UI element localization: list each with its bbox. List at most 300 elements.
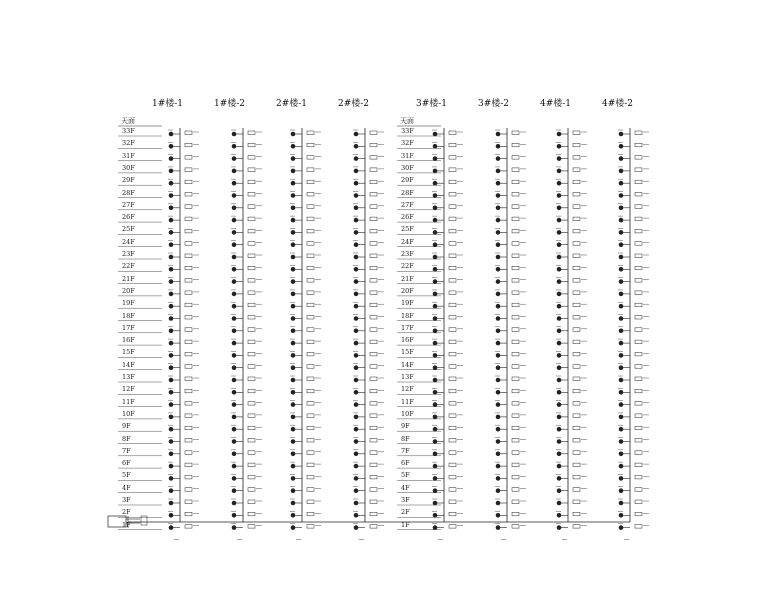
meter-symbol-icon [370,512,377,516]
meter-symbol-icon [185,340,192,344]
floor-label: 20F [401,286,414,295]
meter-symbol-icon [248,193,255,197]
meter-symbol-icon [573,303,580,307]
meter-symbol-icon [307,242,314,246]
meter-symbol-icon [512,475,519,479]
meter-symbol-icon [307,180,314,184]
meter-symbol-icon [185,279,192,283]
floor-label: 14F [122,360,135,369]
meter-symbol-icon [635,254,642,258]
floor-label: 31F [401,151,414,160]
meter-symbol-icon [370,377,377,381]
meter-symbol-icon [449,389,456,393]
meter-symbol-icon [512,143,519,147]
meter-symbol-icon [185,475,192,479]
floor-label: 4F [401,483,410,492]
floor-label: 17F [122,323,135,332]
meter-symbol-icon [370,303,377,307]
meter-symbol-icon [449,291,456,295]
meter-symbol-icon [370,205,377,209]
meter-symbol-icon [449,414,456,418]
meter-symbol-icon [370,291,377,295]
meter-symbol-icon [573,266,580,270]
meter-symbol-icon [248,316,255,320]
meter-symbol-icon [512,352,519,356]
meter-symbol-icon [370,316,377,320]
meter-symbol-icon [248,242,255,246]
meter-symbol-icon [512,168,519,172]
floor-label: 10F [401,409,414,418]
floor-label: 8F [122,434,131,443]
floor-label: 23F [401,250,414,258]
meter-symbol-icon [449,303,456,307]
meter-symbol-icon [449,525,456,529]
meter-symbol-icon [512,254,519,258]
floor-label: 5F [401,471,410,480]
meter-symbol-icon [449,266,456,270]
meter-symbol-icon [370,193,377,197]
meter-symbol-icon [370,266,377,270]
meter-symbol-icon [573,488,580,492]
meter-symbol-icon [635,156,642,160]
meter-symbol-icon [307,365,314,369]
meter-symbol-icon [248,352,255,356]
meter-symbol-icon [370,180,377,184]
floor-label: 8F [401,434,410,443]
meter-symbol-icon [512,131,519,135]
floor-label: 19F [122,299,135,308]
meter-symbol-icon [512,328,519,332]
meter-symbol-icon [248,377,255,381]
meter-symbol-icon [449,156,456,160]
meter-symbol-icon [307,402,314,406]
meter-symbol-icon [370,143,377,147]
meter-symbol-icon [573,291,580,295]
meter-symbol-icon [573,389,580,393]
meter-symbol-icon [370,451,377,455]
meter-symbol-icon [185,426,192,430]
floor-label: 29F [401,176,414,185]
meter-symbol-icon [307,352,314,356]
floor-label: 16F [122,336,135,345]
meter-symbol-icon [635,488,642,492]
meter-symbol-icon [573,143,580,147]
meter-symbol-icon [573,193,580,197]
meter-symbol-icon [370,352,377,356]
meter-symbol-icon [307,291,314,295]
meter-symbol-icon [248,217,255,221]
building-header: 1#楼-1 [152,99,184,109]
meter-symbol-icon [185,512,192,516]
meter-symbol-icon [635,328,642,332]
meter-symbol-icon [449,279,456,283]
meter-symbol-icon [185,131,192,135]
meter-symbol-icon [248,512,255,516]
meter-symbol-icon [307,131,314,135]
meter-symbol-icon [307,488,314,492]
meter-symbol-icon [370,131,377,135]
meter-symbol-icon [185,439,192,443]
meter-symbol-icon [185,242,192,246]
meter-symbol-icon [307,475,314,479]
meter-symbol-icon [635,414,642,418]
building-header: 2#楼-2 [338,99,370,109]
meter-symbol-icon [185,168,192,172]
meter-symbol-icon [185,414,192,418]
meter-symbol-icon [512,217,519,221]
meter-symbol-icon [573,500,580,504]
meter-symbol-icon [185,402,192,406]
source-box-icon [108,516,126,527]
meter-symbol-icon [573,451,580,455]
meter-symbol-icon [248,291,255,295]
meter-symbol-icon [307,168,314,172]
floor-label: 32F [401,139,414,148]
floor-label: 10F [122,409,135,418]
floor-label: 11F [122,397,135,406]
meter-symbol-icon [185,180,192,184]
meter-symbol-icon [449,500,456,504]
meter-symbol-icon [370,229,377,233]
meter-symbol-icon [248,340,255,344]
meter-symbol-icon [370,525,377,529]
meter-symbol-icon [248,414,255,418]
meter-symbol-icon [449,463,456,467]
meter-symbol-icon [185,316,192,320]
floor-label: 32F [122,139,135,148]
meter-symbol-icon [573,156,580,160]
floor-label: 27F [122,200,135,209]
floor-label: 7F [401,446,410,455]
meter-symbol-icon [512,205,519,209]
meter-symbol-icon [635,291,642,295]
meter-symbol-icon [185,291,192,295]
meter-symbol-icon [307,451,314,455]
meter-symbol-icon [449,475,456,479]
meter-symbol-icon [307,426,314,430]
meter-symbol-icon [307,463,314,467]
meter-symbol-icon [307,156,314,160]
meter-symbol-icon [370,463,377,467]
meter-symbol-icon [573,525,580,529]
meter-symbol-icon [185,229,192,233]
floor-label: 5F [122,471,131,480]
meter-symbol-icon [449,451,456,455]
meter-symbol-icon [635,266,642,270]
meter-symbol-icon [449,168,456,172]
floor-label: 17F [401,323,414,332]
meter-symbol-icon [449,488,456,492]
meter-symbol-icon [248,205,255,209]
meter-symbol-icon [449,131,456,135]
meter-symbol-icon [307,377,314,381]
meter-symbol-icon [248,131,255,135]
meter-symbol-icon [185,377,192,381]
meter-symbol-icon [573,463,580,467]
meter-symbol-icon [573,402,580,406]
meter-symbol-icon [573,352,580,356]
meter-symbol-icon [370,389,377,393]
meter-symbol-icon [307,512,314,516]
meter-symbol-icon [307,389,314,393]
floor-label: 24F [401,237,414,246]
meter-symbol-icon [449,340,456,344]
meter-symbol-icon [370,500,377,504]
meter-symbol-icon [573,131,580,135]
meter-symbol-icon [449,242,456,246]
meter-symbol-icon [573,180,580,184]
floor-label: 28F [122,188,135,197]
meter-symbol-icon [248,475,255,479]
meter-symbol-icon [573,242,580,246]
meter-symbol-icon [449,254,456,258]
floor-label: 22F [401,262,414,271]
meter-symbol-icon [635,475,642,479]
meter-symbol-icon [370,439,377,443]
floor-label: 33F [122,127,135,135]
floor-label: 2F [122,508,131,517]
meter-symbol-icon [512,402,519,406]
meter-symbol-icon [449,217,456,221]
meter-symbol-icon [185,451,192,455]
meter-symbol-icon [573,439,580,443]
meter-symbol-icon [307,414,314,418]
meter-symbol-icon [185,205,192,209]
meter-symbol-icon [573,205,580,209]
meter-symbol-icon [370,488,377,492]
meter-symbol-icon [573,279,580,283]
meter-symbol-icon [185,463,192,467]
meter-symbol-icon [635,426,642,430]
meter-symbol-icon [307,500,314,504]
floor-label: 20F [122,286,135,295]
meter-symbol-icon [635,451,642,455]
floor-label: 30F [401,163,414,172]
floor-label: 33F [401,127,414,135]
meter-symbol-icon [307,525,314,529]
meter-symbol-icon [248,402,255,406]
meter-symbol-icon [370,340,377,344]
meter-symbol-icon [449,377,456,381]
meter-symbol-icon [449,180,456,184]
meter-symbol-icon [370,279,377,283]
meter-symbol-icon [512,414,519,418]
meter-symbol-icon [307,279,314,283]
meter-symbol-icon [248,229,255,233]
meter-symbol-icon [248,365,255,369]
meter-symbol-icon [573,377,580,381]
meter-symbol-icon [185,217,192,221]
floor-label: 14F [401,360,414,369]
meter-symbol-icon [449,426,456,430]
meter-symbol-icon [573,365,580,369]
meter-symbol-icon [635,143,642,147]
meter-symbol-icon [449,205,456,209]
meter-symbol-icon [512,389,519,393]
floor-label: 1F [401,520,410,529]
meter-symbol-icon [370,402,377,406]
meter-symbol-icon [635,242,642,246]
meter-symbol-icon [512,193,519,197]
floor-label: 24F [122,237,135,246]
meter-symbol-icon [248,488,255,492]
meter-symbol-icon [248,439,255,443]
meter-symbol-icon [512,291,519,295]
meter-symbol-icon [449,402,456,406]
meter-symbol-icon [370,426,377,430]
floor-label: 29F [122,176,135,185]
meter-symbol-icon [635,180,642,184]
meter-symbol-icon [307,328,314,332]
meter-symbol-icon [248,168,255,172]
floor-label: 11F [401,397,414,406]
meter-symbol-icon [573,328,580,332]
floor-label: 1F [122,520,131,529]
building-header: 3#楼-2 [478,99,510,109]
building-header: 4#楼-1 [540,99,572,109]
meter-symbol-icon [573,217,580,221]
meter-symbol-icon [512,303,519,307]
building-header: 3#楼-1 [416,99,448,109]
meter-symbol-icon [635,525,642,529]
meter-symbol-icon [185,156,192,160]
meter-symbol-icon [307,254,314,258]
meter-symbol-icon [573,426,580,430]
meter-symbol-icon [512,180,519,184]
building-header: 2#楼-1 [276,99,308,109]
meter-symbol-icon [512,365,519,369]
floor-label: 30F [122,163,135,172]
meter-symbol-icon [512,463,519,467]
meter-symbol-icon [573,340,580,344]
floor-label: 7F [122,446,131,455]
meter-symbol-icon [248,500,255,504]
meter-symbol-icon [248,389,255,393]
meter-symbol-icon [449,512,456,516]
building-header: 1#楼-2 [214,99,246,109]
meter-symbol-icon [512,426,519,430]
floor-label: 6F [122,459,131,468]
meter-symbol-icon [370,217,377,221]
meter-symbol-icon [307,340,314,344]
meter-symbol-icon [512,525,519,529]
floor-label: 6F [401,459,410,468]
meter-symbol-icon [512,266,519,270]
floor-label: 26F [401,213,414,222]
floor-label: 23F [122,250,135,258]
meter-symbol-icon [449,352,456,356]
meter-symbol-icon [449,365,456,369]
floor-label: 21F [401,274,414,283]
meter-symbol-icon [248,266,255,270]
meter-symbol-icon [248,254,255,258]
meter-symbol-icon [635,402,642,406]
floor-label: 27F [401,200,414,209]
meter-symbol-icon [635,279,642,283]
floor-label: 9F [122,422,131,431]
floor-label: 16F [401,336,414,345]
meter-symbol-icon [307,217,314,221]
meter-symbol-icon [573,229,580,233]
meter-symbol-icon [248,303,255,307]
meter-symbol-icon [248,463,255,467]
meter-symbol-icon [512,451,519,455]
meter-symbol-icon [449,229,456,233]
meter-symbol-icon [370,414,377,418]
floor-label: 26F [122,213,135,222]
meter-symbol-icon [307,266,314,270]
meter-symbol-icon [635,512,642,516]
meter-symbol-icon [185,365,192,369]
meter-symbol-icon [307,193,314,197]
meter-symbol-icon [512,316,519,320]
floor-label: 25F [401,225,414,234]
meter-symbol-icon [573,168,580,172]
meter-symbol-icon [370,328,377,332]
floor-label: 18F [401,311,414,320]
floor-label: 9F [401,422,410,431]
roof-label: 天面 [121,117,135,125]
meter-symbol-icon [512,512,519,516]
floor-label: 13F [401,373,414,381]
floor-label: 13F [122,373,135,381]
floor-label: 28F [401,188,414,197]
floor-label: 31F [122,151,135,160]
meter-symbol-icon [635,316,642,320]
meter-symbol-icon [370,168,377,172]
meter-symbol-icon [449,143,456,147]
floor-label: 19F [401,299,414,308]
floor-label: 25F [122,225,135,234]
meter-symbol-icon [185,143,192,147]
meter-symbol-icon [185,266,192,270]
meter-symbol-icon [635,500,642,504]
meter-symbol-icon [635,377,642,381]
meter-symbol-icon [370,254,377,258]
meter-symbol-icon [635,463,642,467]
meter-symbol-icon [248,156,255,160]
floor-label: 15F [401,348,414,357]
meter-symbol-icon [307,143,314,147]
floor-label: 12F [401,385,414,394]
meter-symbol-icon [307,439,314,443]
meter-symbol-icon [635,193,642,197]
meter-symbol-icon [185,352,192,356]
meter-symbol-icon [512,377,519,381]
floor-label: 2F [401,508,410,517]
meter-symbol-icon [573,475,580,479]
meter-symbol-icon [248,525,255,529]
meter-symbol-icon [512,229,519,233]
meter-symbol-icon [370,156,377,160]
meter-symbol-icon [185,193,192,197]
meter-symbol-icon [635,303,642,307]
meter-symbol-icon [185,488,192,492]
meter-symbol-icon [635,168,642,172]
meter-symbol-icon [307,316,314,320]
meter-symbol-icon [512,279,519,283]
meter-symbol-icon [370,242,377,246]
meter-symbol-icon [185,500,192,504]
meter-symbol-icon [635,205,642,209]
meter-symbol-icon [573,254,580,258]
meter-symbol-icon [248,451,255,455]
meter-symbol-icon [185,389,192,393]
meter-symbol-icon [449,193,456,197]
meter-symbol-icon [248,180,255,184]
meter-symbol-icon [512,439,519,443]
building-header: 4#楼-2 [602,99,634,109]
